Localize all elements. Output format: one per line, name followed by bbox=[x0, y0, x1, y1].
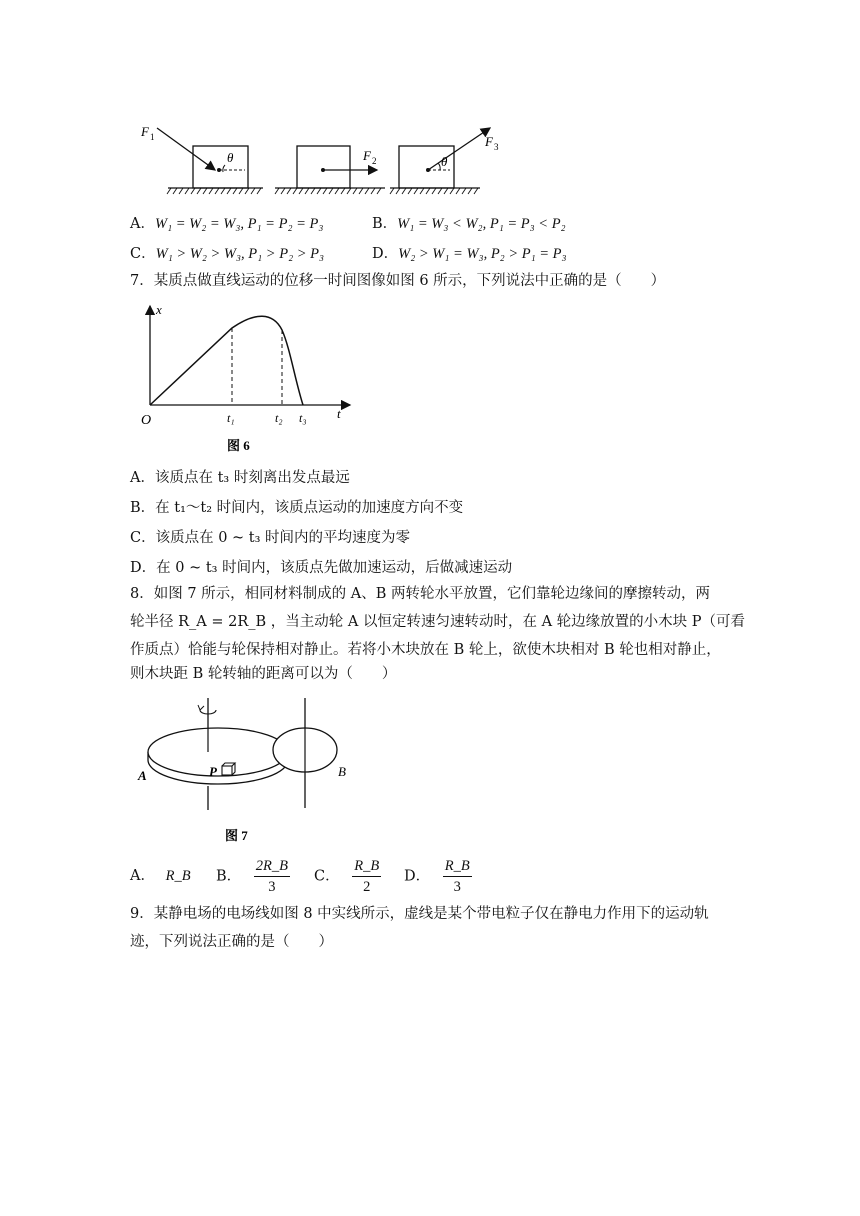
q6-option-a[interactable]: A．W₁ = W₂ = W₃, P₁ = P₂ = P₃ bbox=[130, 216, 324, 232]
origin-label: O bbox=[141, 413, 152, 428]
axis-y-label: x bbox=[156, 302, 162, 317]
q6-force-figure bbox=[135, 120, 515, 200]
q7-option-d[interactable]: D．在 0 ~ t₃ 时间内，该质点先做加速运动，后做减速运动 bbox=[130, 560, 513, 576]
q6-option-b[interactable]: B．W₁ = W₃ < W₂, P₁ = P₃ < P₂ bbox=[372, 216, 566, 232]
ground-3 bbox=[390, 188, 480, 194]
q8-option-c-fraction: $\frac{R\_B}{2}$ bbox=[354, 858, 380, 895]
ground-2 bbox=[275, 188, 385, 194]
q7-option-a[interactable]: A．该质点在 t₃ 时刻离出发点最远 bbox=[130, 470, 350, 486]
q8-option-b-fraction: $\frac{2R\_B}{3}$ bbox=[255, 858, 288, 895]
q7-option-b[interactable]: B．在 t₁～t₂ 时间内，该质点运动的加速度方向不变 bbox=[130, 500, 464, 516]
q8-option-d[interactable]: D． $\frac{R\_B}{3}$ bbox=[404, 858, 470, 895]
t2-label: t₂ bbox=[275, 411, 283, 425]
f2-sub: 2 bbox=[372, 156, 377, 166]
t3-label: t₃ bbox=[299, 411, 307, 425]
q8-option-c[interactable]: C． $\frac{R\_B}{2}$ bbox=[314, 858, 380, 895]
q6-option-c[interactable]: C．W₁ > W₂ > W₃, P₁ > P₂ > P₃ bbox=[130, 246, 325, 262]
f3-sub: 3 bbox=[494, 142, 499, 152]
fig6-caption: 图 6 bbox=[227, 438, 250, 453]
q7-xt-graph bbox=[135, 300, 365, 460]
q8-stem-line-3: 作质点）恰能与轮保持相对静止。若将小木块放在 B 轮上，欲使木块相对 B 轮也相对静止， bbox=[130, 642, 721, 658]
q8-wheel-figure bbox=[130, 690, 370, 850]
f1-sub: 1 bbox=[150, 132, 155, 142]
theta-1-label: θ bbox=[227, 150, 234, 165]
q8-option-a[interactable]: A． R_B bbox=[130, 868, 191, 884]
q9-stem-line-1: 9．某静电场的电场线如图 8 中实线所示，虚线是某个带电粒子仅在静电力作用下的运动轨 bbox=[130, 906, 709, 922]
q8-stem-line-1: 8．如图 7 所示，相同材料制成的 A、B 两转轮水平放置，它们靠轮边缘间的摩擦转动，两 bbox=[130, 586, 711, 602]
axis-x-label: t bbox=[337, 406, 341, 421]
label-p: P bbox=[209, 764, 217, 779]
f1-label: F bbox=[141, 124, 149, 139]
block-1 bbox=[193, 146, 248, 188]
wheel-a bbox=[148, 728, 288, 776]
q6-option-d[interactable]: D．W₂ > W₁ = W₃, P₂ > P₁ = P₃ bbox=[372, 246, 567, 262]
label-wheel-a: A bbox=[138, 768, 147, 783]
q8-stem-line-2: 轮半径 R_A = 2R_B ，当主动轮 A 以恒定转速匀速转动时，在 A 轮边缘放置的小木块 P（可看 bbox=[130, 614, 746, 630]
block-2 bbox=[297, 146, 350, 188]
q8-stem-line-4: 则木块距 B 轮转轴的距离可以为（ ） bbox=[130, 666, 397, 682]
ground-1 bbox=[167, 188, 263, 194]
fig7-caption: 图 7 bbox=[225, 828, 248, 843]
force-f3-arrow bbox=[428, 128, 490, 170]
theta-3-label: θ bbox=[441, 154, 448, 169]
f2-label: F bbox=[363, 148, 371, 163]
t1-label: t₁ bbox=[227, 411, 235, 425]
q7-option-c[interactable]: C．该质点在 0 ~ t₃ 时间内的平均速度为零 bbox=[130, 530, 411, 546]
q8-option-b[interactable]: B． $\frac{2R\_B}{3}$ bbox=[216, 858, 288, 895]
q7-stem: 7．某质点做直线运动的位移一时间图像如图 6 所示，下列说法中正确的是（ ） bbox=[130, 273, 666, 289]
q8-option-d-fraction: $\frac{R\_B}{3}$ bbox=[444, 858, 470, 895]
label-wheel-b: B bbox=[338, 764, 346, 779]
xt-curve bbox=[150, 316, 303, 405]
force-f1-arrow bbox=[157, 128, 215, 170]
f3-label: F bbox=[485, 134, 493, 149]
q9-stem-line-2: 迹，下列说法正确的是（ ） bbox=[130, 934, 333, 950]
